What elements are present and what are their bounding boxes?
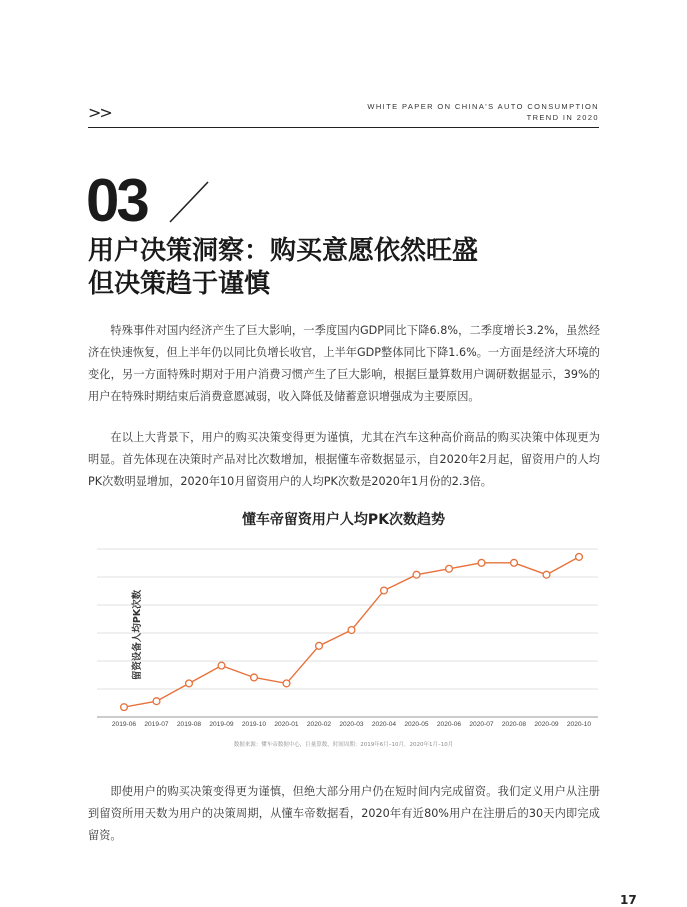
x-tick-label: 2019-10 bbox=[241, 721, 267, 728]
data-point-2020-03 bbox=[348, 627, 355, 634]
x-tick-label: 2020-03 bbox=[339, 721, 364, 728]
data-point-2020-09 bbox=[543, 571, 550, 578]
chart-y-axis-label: 留资设备人均PK次数 bbox=[132, 589, 143, 681]
body-paragraph-3: 即使用户的购买决策变得更为谨慎，但绝大部分用户仍在短时间内完成留资。我们定义用户从注册到留资所用天数为用户的决策周期，从懂车帝数据看，2020年有近80%用户在注册后的30天内即完成留资。 bbox=[88, 785, 600, 842]
data-point-2020-10 bbox=[576, 554, 583, 561]
data-point-2019-07 bbox=[153, 698, 160, 705]
header-line-2: TREND IN 2020 bbox=[526, 113, 599, 122]
section-title-line-1: 用户决策洞察：购买意愿依然旺盛 bbox=[88, 236, 479, 266]
data-point-2019-08 bbox=[186, 680, 193, 687]
x-tick-label: 2019-08 bbox=[176, 721, 202, 728]
chart-source-note: 数据来源：懂车帝数据中心，巨量算数，时间周期：2019年6月–10月，2020年1月–10月 bbox=[233, 742, 454, 748]
data-point-2020-05 bbox=[413, 571, 420, 578]
x-tick-label: 2020-05 bbox=[404, 721, 429, 728]
chart-title: 懂车帝留资用户人均PK次数趋势 bbox=[241, 512, 446, 528]
section-title-line-2: 但决策趋于谨慎 bbox=[88, 269, 271, 299]
data-point-2019-10 bbox=[251, 674, 258, 681]
x-tick-label: 2020-08 bbox=[501, 721, 527, 728]
data-point-2020-04 bbox=[381, 587, 388, 594]
data-point-2019-06 bbox=[121, 704, 128, 711]
x-tick-label: 2019-07 bbox=[144, 721, 169, 728]
x-tick-label: 2020-06 bbox=[436, 721, 462, 728]
x-tick-label: 2019-09 bbox=[209, 721, 234, 728]
chevron-icon: >> bbox=[88, 103, 111, 122]
x-tick-label: 2019-06 bbox=[111, 721, 137, 728]
body-paragraph-2: 在以上大背景下，用户的购买决策变得更为谨慎，尤其在汽车这种高价商品的购买决策中体现更为明显。首先体现在决策时产品对比次数增加，根据懂车帝数据显示，自2020年2月起，留资用户的人均PK次数明显增加，2020年10月留资用户的人均PK次数是2020年1月份的2.3倍。 bbox=[88, 431, 600, 488]
data-point-2020-08 bbox=[511, 559, 518, 566]
page-number: 17 bbox=[620, 893, 637, 907]
data-point-2019-09 bbox=[218, 662, 225, 669]
data-point-2020-06 bbox=[446, 565, 453, 572]
x-tick-label: 2020-09 bbox=[534, 721, 559, 728]
header-line-1: WHITE PAPER ON CHINA'S AUTO CONSUMPTION bbox=[367, 102, 599, 111]
data-point-2020-02 bbox=[316, 642, 323, 649]
section-number: 03 bbox=[86, 167, 147, 234]
x-tick-label: 2020-02 bbox=[306, 721, 332, 728]
data-point-2020-01 bbox=[283, 680, 290, 687]
x-tick-label: 2020-10 bbox=[566, 721, 592, 728]
body-paragraph-1: 特殊事件对国内经济产生了巨大影响，一季度国内GDP同比下降6.8%，二季度增长3.2%，虽然经济在快速恢复，但上半年仍以同比负增长收官，上半年GDP整体同比下降1.6%。一方面是经济大环境的变化，另一方面特殊时期对于用户消费习惯产生了巨大影响，根据巨量算数用户调研数据显示，39%的用户在特殊时期结束后消费意愿减弱，收入降低及储蓄意识增强成为主要原因。 bbox=[88, 324, 600, 403]
x-tick-label: 2020-01 bbox=[274, 721, 299, 728]
x-tick-label: 2020-07 bbox=[469, 721, 494, 728]
data-point-2020-07 bbox=[478, 559, 485, 566]
x-tick-label: 2020-04 bbox=[371, 721, 397, 728]
